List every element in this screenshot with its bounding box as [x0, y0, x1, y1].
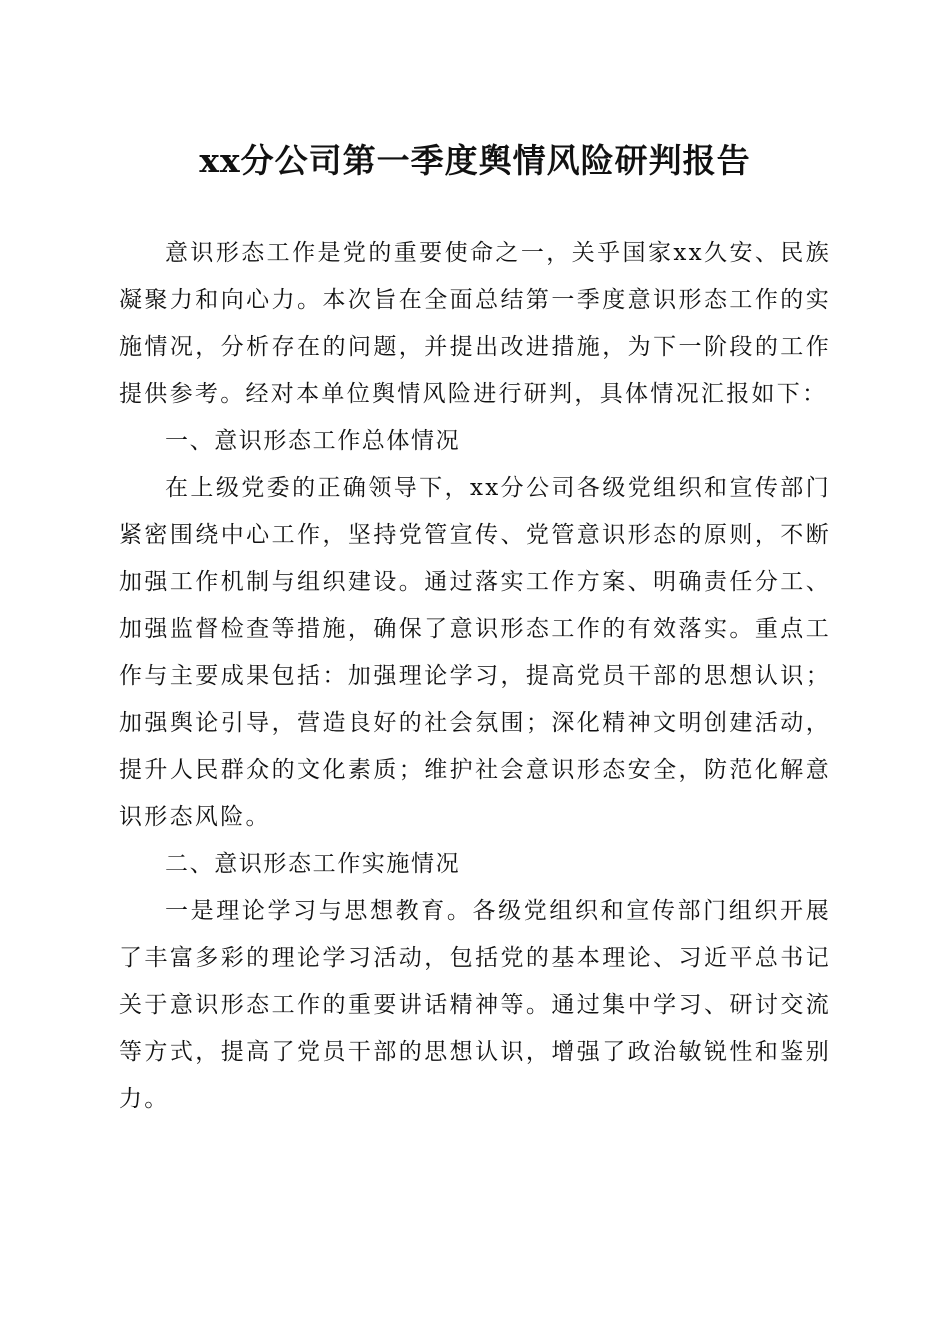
section-1-heading: 一、意识形态工作总体情况 [165, 428, 461, 454]
document-body [119, 230, 831, 1123]
section-2-text: 各级党组织和宣传部门组织开展了丰富多彩的理论学习活动，包括党的基本理论、习近平总书记关于意识形态工作的重要讲话精神等。通过集中学习、研讨交流等方式，提高了党员干部的思想认识，增强了政治敏锐性和鉴别力。 [119, 898, 831, 1112]
intro-paragraph: 意识形态工作是党的重要使命之一，关乎国家xx久安、民族凝聚力和向心力。本次旨在全面总结第一季度意识形态工作的实施情况，分析存在的问题，并提出改进措施，为下一阶段的工作提供参考。经对本单位舆情风险进行研判，具体情况汇报如下： [119, 240, 831, 407]
section-1-paragraph: 在上级党委的正确领导下，xx分公司各级党组织和宣传部门紧密围绕中心工作，坚持党管宣传、党管意识形态的原则，不断加强工作机制与组织建设。通过落实工作方案、明确责任分工、加强监督检查等措施，确保了意识形态工作的有效落实。重点工作与主要成果包括：加强理论学习，提高党员干部的思想认识；加强舆论引导，营造良好的社会氛围；深化精神文明创建活动，提升人民群众的文化素质；维护社会意识形态安全，防范化解意识形态风险。 [119, 475, 831, 830]
section-2-lead: 一是理论学习与思想教育。 [165, 898, 473, 924]
section-2-heading: 二、意识形态工作实施情况 [165, 851, 461, 877]
section-2-paragraph [119, 888, 831, 1123]
document-title: xx分公司第一季度舆情风险研判报告 [199, 141, 751, 180]
